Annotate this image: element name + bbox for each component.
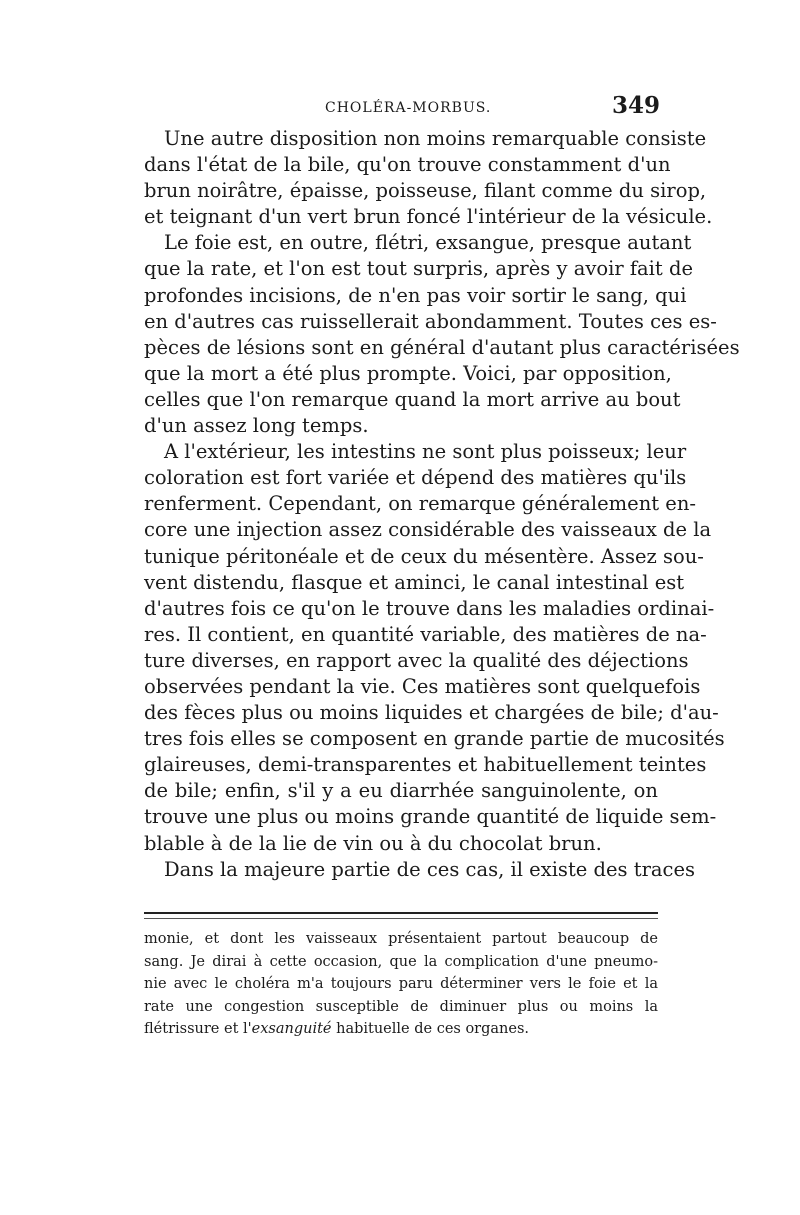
text-line: que la rate, et l'on est tout surpris, après y avoir fait de [144, 257, 693, 281]
footnote-line: sang. Je dirai à cette occasion, que la complication d'une pneumo- [144, 953, 658, 970]
running-title: CHOLÉRA-MORBUS. [325, 100, 492, 116]
text-line: glaireuses, demi-transparentes et habituellement teintes [144, 753, 707, 777]
text-line: Le foie est, en outre, flétri, exsangue, presque autant [164, 231, 692, 255]
text-line: en d'autres cas ruissellerait abondamment. Toutes ces es- [144, 309, 717, 333]
footnote-rule [144, 912, 658, 914]
text-line: que la mort a été plus prompte. Voici, par opposition, [144, 361, 672, 385]
text-line: renferment. Cependant, on remarque généralement en- [144, 492, 696, 516]
text-line: observées pendant la vie. Ces matières sont quelquefois [144, 674, 701, 698]
text-line: tres fois elles se composent en grande partie de mucosités [144, 727, 725, 751]
text-line: blable à de la lie de vin ou à du chocolat brun. [144, 831, 602, 855]
footnote-text: flétrissure et l' [144, 1021, 252, 1037]
text-line: core une injection assez considérable des vaisseaux de la [144, 518, 712, 542]
text-line: dans l'état de la bile, qu'on trouve constamment d'un [144, 153, 671, 177]
footnote-line: nie avec le choléra m'a toujours paru déterminer vers le foie et la [144, 976, 658, 992]
text-line: Une autre disposition non moins remarquable consiste [164, 127, 707, 150]
footnote-line: rate une congestion susceptible de diminuer plus ou moins la [144, 998, 658, 1015]
text-line: d'autres fois ce qu'on le trouve dans les maladies ordinai- [144, 596, 715, 620]
footnote-text: habituelle de ces organes. [331, 1021, 530, 1037]
footnote-line: monie, et dont les vaisseaux présentaient partout beaucoup de [144, 931, 658, 947]
text-line: brun noirâtre, épaisse, poisseuse, filant comme du sirop, [144, 179, 707, 203]
text-line: Dans la majeure partie de ces cas, il existe des traces [164, 857, 695, 881]
text-line: res. Il contient, en quantité variable, des matières de na- [144, 622, 707, 646]
text-line: pèces de lésions sont en général d'autant plus caractérisées [144, 335, 740, 359]
text-line: d'un assez long temps. [144, 414, 369, 438]
text-line: coloration est fort variée et dépend des matières qu'ils [144, 466, 687, 490]
footnote-rule-thin [144, 918, 658, 919]
text-line: profondes incisions, de n'en pas voir sortir le sang, qui [144, 283, 687, 307]
text-line: trouve une plus ou moins grande quantité de liquide sem- [144, 805, 717, 829]
footnote-italic-term: exsanguité [251, 1021, 332, 1037]
main-text [144, 126, 740, 883]
text-line: tunique péritonéale et de ceux du mésentère. Assez sou- [144, 544, 704, 568]
footnote [144, 928, 658, 1041]
page-number: 349 [611, 92, 660, 119]
running-head [145, 92, 660, 122]
text-line: et teignant d'un vert brun foncé l'intérieur de la vésicule. [144, 205, 713, 229]
text-line: des fèces plus ou moins liquides et chargées de bile; d'au- [144, 701, 719, 725]
text-line: A l'extérieur, les intestins ne sont plus poisseux; leur [164, 440, 687, 464]
text-line: celles que l'on remarque quand la mort arrive au bout [144, 387, 681, 411]
text-line: de bile; enfin, s'il y a eu diarrhée sanguinolente, on [144, 779, 658, 803]
text-line: ture diverses, en rapport avec la qualité des déjections [144, 648, 689, 672]
text-line: vent distendu, flasque et aminci, le canal intestinal est [144, 570, 685, 594]
footnote-line [144, 1018, 658, 1041]
